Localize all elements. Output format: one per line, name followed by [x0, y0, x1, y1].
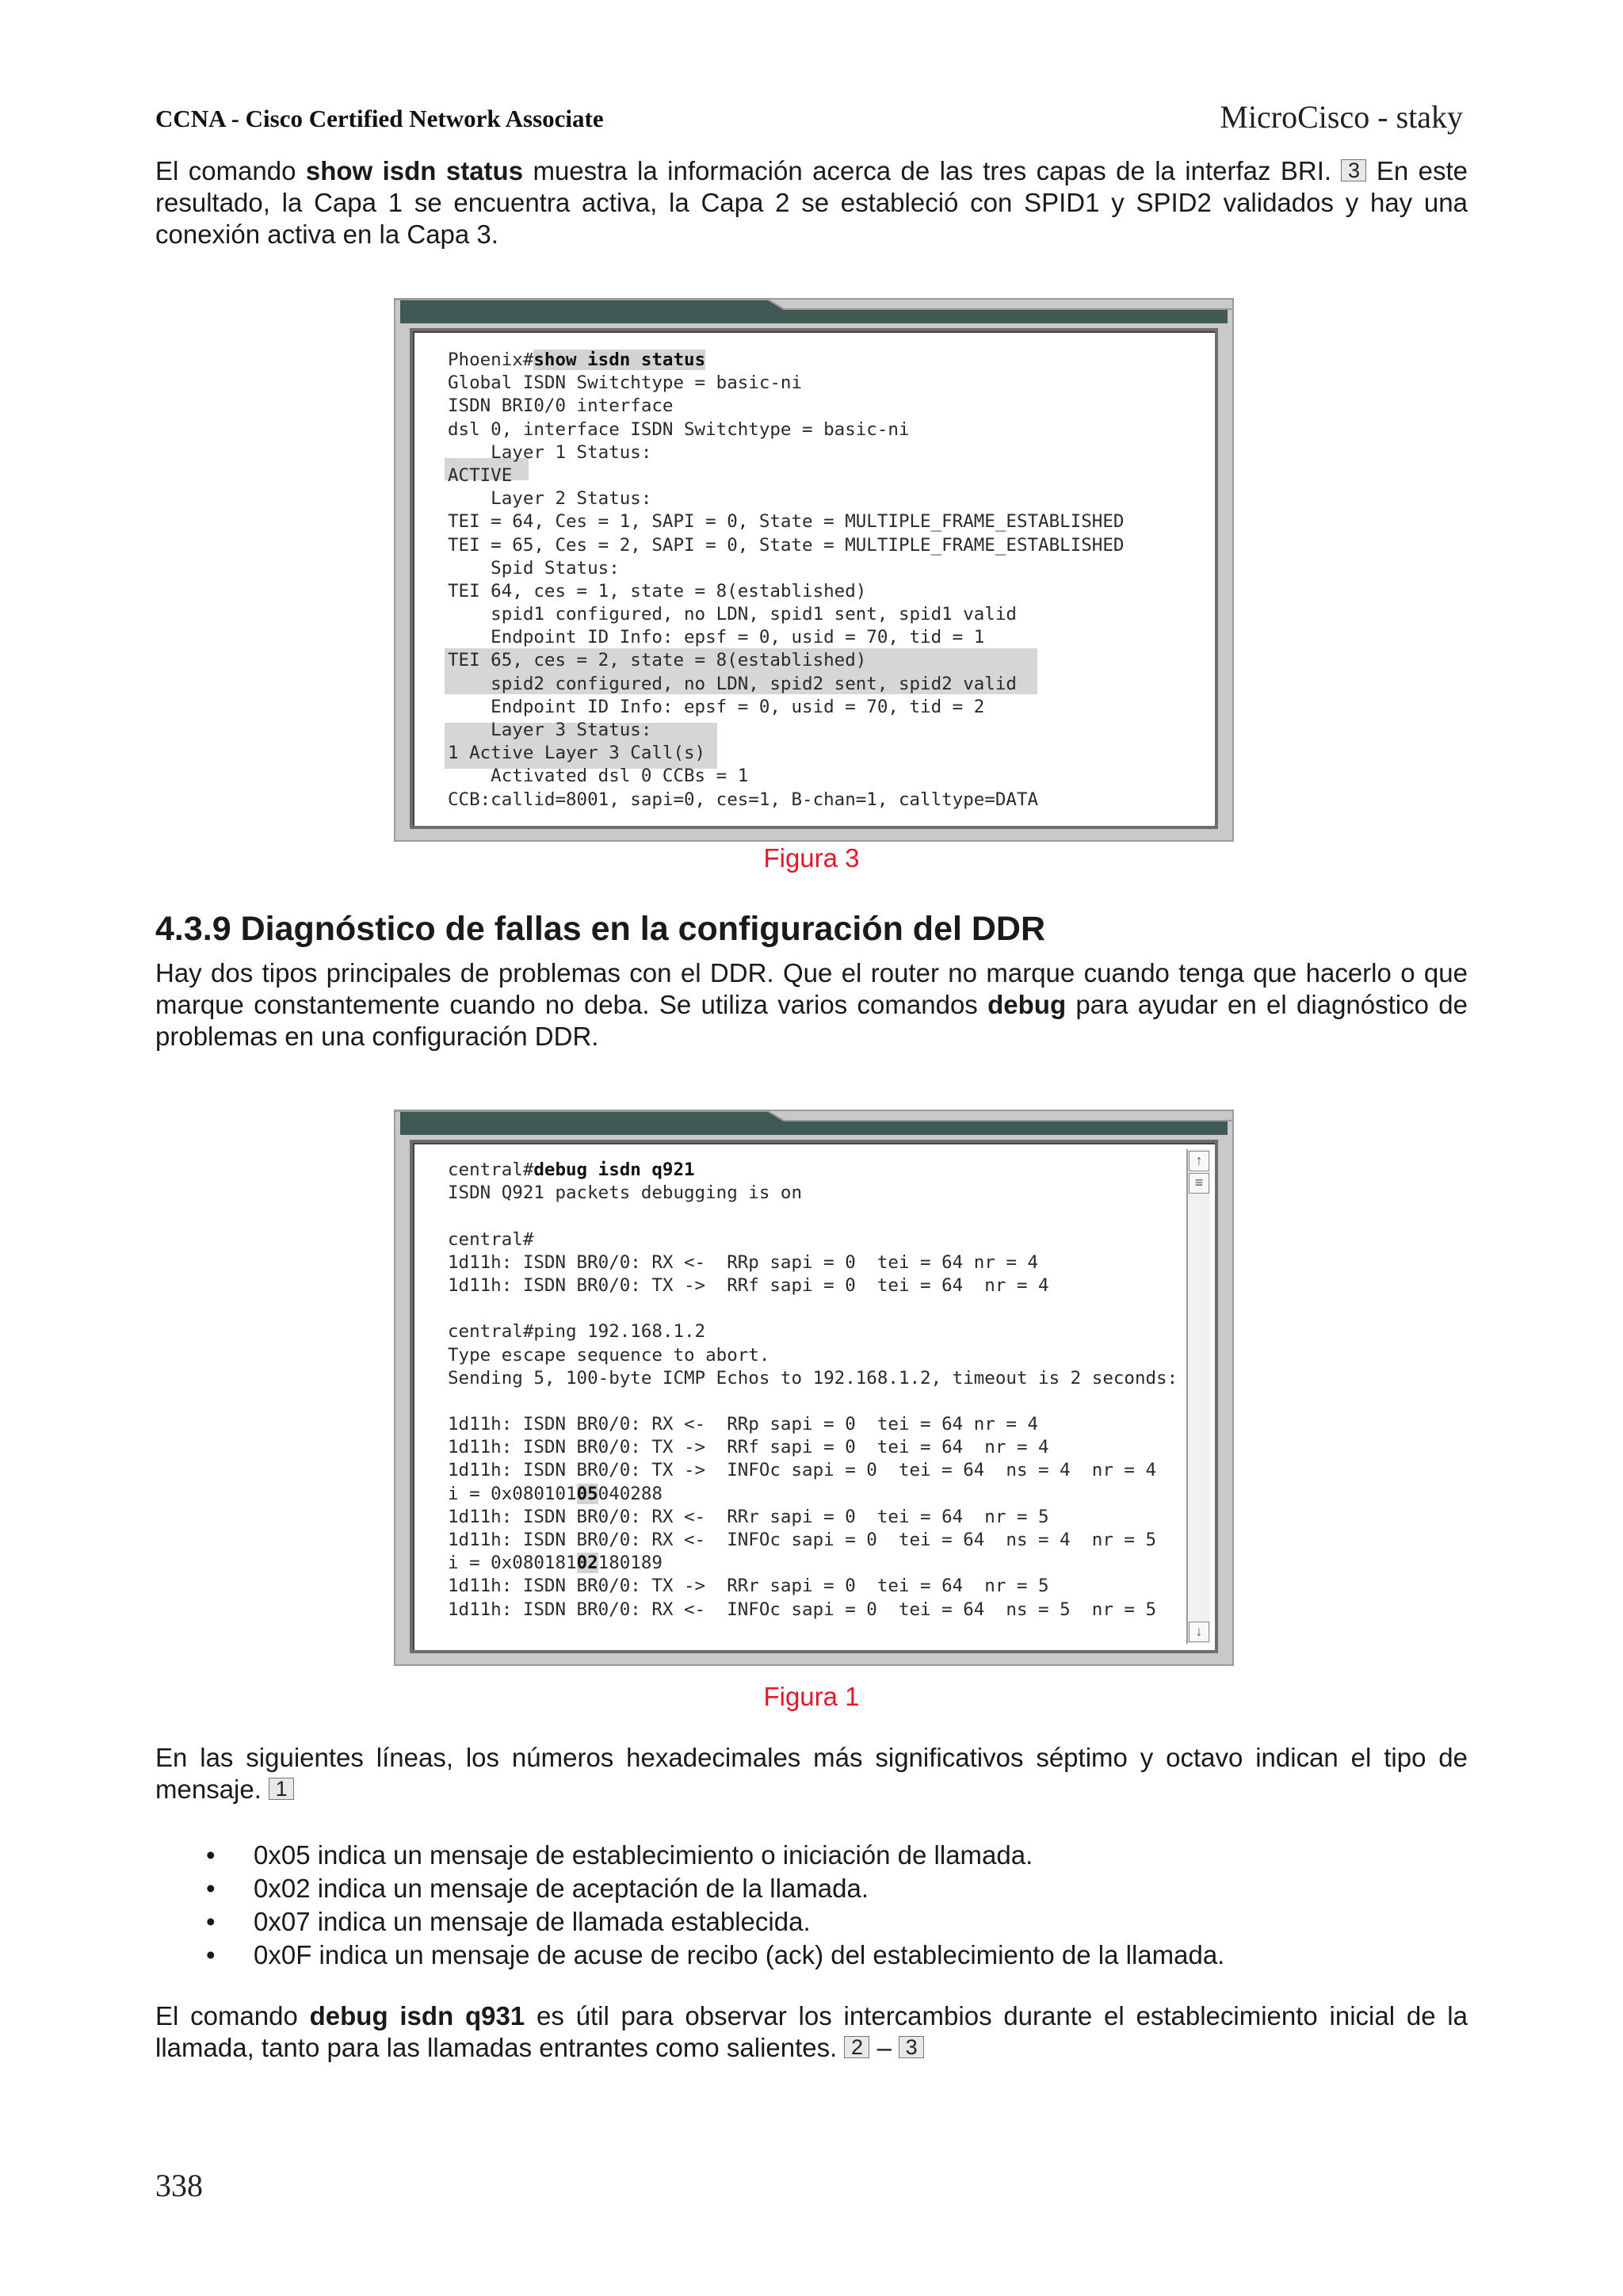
figure-ref-link[interactable]: 1 [269, 1778, 294, 1800]
section-paragraph [155, 957, 1468, 1052]
code-line: central# [448, 1228, 534, 1250]
code-line: TEI = 64, Ces = 1, SAPI = 0, State = MULTIPLE_FRAME_ESTABLISHED [448, 511, 1125, 533]
list-item: • 0x0F indica un mensaje de acuse de recibo (ack) del establecimiento de la llamada. [206, 1940, 1225, 1969]
code-line: Endpoint ID Info: epsf = 0, usid = 70, tid = 1 [448, 627, 985, 648]
code-line: Phoenix#show isdn status [448, 350, 706, 370]
ref-dash: – [876, 2033, 892, 2062]
code-line: 1d11h: ISDN BR0/0: RX <- RRr sapi = 0 tei = 64 nr = 5 [448, 1506, 1049, 1527]
figure-caption-a: Figura 3 [763, 843, 860, 873]
code-line: dsl 0, interface ISDN Switchtype = basic-ni [448, 418, 910, 440]
page-number: 338 [155, 2168, 203, 2203]
code-line: 1d11h: ISDN BR0/0: TX -> RRf sapi = 0 tei = 64 nr = 4 [448, 1437, 1049, 1458]
message-type-list [155, 1839, 1468, 1972]
code-line: spid1 configured, no LDN, spid1 sent, spid1 valid [448, 604, 1017, 625]
figure-debug-isdn-q921 [394, 1110, 1234, 1666]
code-line: TEI 65, ces = 2, state = 8(established) [448, 650, 867, 671]
code-line: 1d11h: ISDN BR0/0: TX -> RRr sapi = 0 tei = 64 nr = 5 [448, 1576, 1049, 1597]
scroll-down-arrow-icon[interactable]: ↓ [1189, 1622, 1209, 1642]
closing-command: debug isdn q931 [309, 2001, 525, 2030]
closing-text-2: es útil para observar los intercambios durante el establecimiento inicial de la llamada, tanto para las llamadas entrantes como salientes. [155, 2001, 1468, 2062]
code-line [448, 1390, 1178, 1413]
code-line: Type escape sequence to abort. [448, 1344, 770, 1366]
code-line [448, 1205, 1178, 1228]
code-line: central#debug isdn q921 [448, 1159, 695, 1180]
intro-text-2: muestra la información acerca de las tres capas de la interfaz BRI. [523, 156, 1332, 185]
code-line: ISDN BRI0/0 interface [448, 395, 674, 417]
code-line: 1d11h: ISDN BR0/0: TX -> RRf sapi = 0 tei = 64 nr = 4 [448, 1274, 1049, 1296]
scroll-up-arrow-icon[interactable]: ↑ [1189, 1151, 1209, 1171]
hex-text: En las siguientes líneas, los números hexadecimales más significativos séptimo y octavo indican el tipo de mensaje. [155, 1743, 1468, 1804]
header-right-title: MicroCisco - staky [1220, 99, 1463, 135]
code-line: CCB:callid=8001, sapi=0, ces=1, B-chan=1, calltype=DATA [448, 789, 1039, 810]
code-line: Spid Status: [448, 557, 620, 579]
figure-tab-bar [395, 1111, 1232, 1135]
intro-text: El comando [155, 156, 306, 185]
section-command: debug [987, 990, 1067, 1019]
code-line: Endpoint ID Info: epsf = 0, usid = 70, tid = 2 [448, 696, 985, 717]
figure-show-isdn-status [394, 298, 1234, 842]
code-line: ISDN Q921 packets debugging is on [448, 1182, 803, 1204]
figure-ref-link[interactable]: 3 [899, 2036, 924, 2058]
code-line: 1d11h: ISDN BR0/0: RX <- RRp sapi = 0 tei = 64 nr = 4 [448, 1414, 1039, 1435]
closing-paragraph [155, 2000, 1468, 2064]
code-line: Layer 3 Status: [448, 720, 652, 740]
code-line: 1d11h: ISDN BR0/0: RX <- INFOc sapi = 0 tei = 64 ns = 4 nr = 5 [448, 1530, 1157, 1550]
code-line: i = 0x08018102180189 [448, 1553, 663, 1574]
intro-paragraph [155, 155, 1468, 250]
terminal-output-b [410, 1140, 1218, 1653]
intro-text-3: En este resultado, la Capa 1 se encuentra activa, la Capa 2 se estableció con SPID1 y SPID2 validados y hay una conexión activa en la Capa 3. [155, 156, 1468, 249]
code-line: central#ping 192.168.1.2 [448, 1321, 706, 1343]
figure-tab-bar [395, 300, 1232, 323]
code-line: Activated dsl 0 CCBs = 1 [448, 766, 749, 787]
code-line [448, 1297, 1178, 1320]
section-text-2: para ayudar en el diagnóstico de problemas en una configuración DDR. [155, 990, 1468, 1051]
code-line: Sending 5, 100-byte ICMP Echos to 192.168.1.2, timeout is 2 seconds: [448, 1367, 1178, 1389]
figure-caption-b: Figura 1 [763, 1682, 860, 1711]
code-line: Layer 2 Status: [448, 488, 652, 510]
terminal-output-a [410, 328, 1218, 829]
code-line: 1 Active Layer 3 Call(s) [448, 743, 706, 764]
closing-text: El comando [155, 2001, 310, 2030]
list-item: • 0x05 indica un mensaje de establecimiento o iniciación de llamada. [206, 1840, 1033, 1870]
section-heading: 4.3.9 Diagnóstico de fallas en la configuración del DDR [155, 910, 1046, 948]
intro-command: show isdn status [305, 156, 524, 185]
code-line: TEI = 65, Ces = 2, SAPI = 0, State = MULTIPLE_FRAME_ESTABLISHED [448, 534, 1125, 556]
list-item: • 0x02 indica un mensaje de aceptación de la llamada. [206, 1874, 869, 1903]
code-line: 1d11h: ISDN BR0/0: RX <- RRp sapi = 0 tei = 64 nr = 4 [448, 1251, 1039, 1273]
code-line: Layer 1 Status: [448, 441, 652, 463]
header-left-title: CCNA - Cisco Certified Network Associate [155, 105, 604, 132]
terminal-scrollbar[interactable] [1186, 1149, 1210, 1644]
code-line: Global ISDN Switchtype = basic-ni [448, 372, 803, 394]
section-text: Hay dos tipos principales de problemas con el DDR. Que el router no marque cuando tenga que hacerlo o que marque constantemente cuando no deba. Se utiliza varios comandos [155, 958, 1468, 1019]
code-line: TEI 64, ces = 1, state = 8(established) [448, 580, 867, 602]
list-item: • 0x07 indica un mensaje de llamada establecida. [206, 1907, 811, 1936]
figure-ref-link[interactable]: 3 [1341, 159, 1366, 181]
code-line: ACTIVE [448, 464, 513, 486]
code-line: spid2 configured, no LDN, spid2 sent, spid2 valid [448, 673, 1017, 694]
code-block-b [448, 1159, 1178, 1622]
figure-ref-link[interactable]: 2 [844, 2036, 869, 2058]
code-block-a [448, 349, 1124, 812]
scroll-thumb[interactable]: ≡ [1189, 1173, 1209, 1194]
code-line: 1d11h: ISDN BR0/0: TX -> INFOc sapi = 0 tei = 64 ns = 4 nr = 4 [448, 1460, 1157, 1481]
hex-paragraph [155, 1742, 1468, 1805]
code-line: 1d11h: ISDN BR0/0: RX <- INFOc sapi = 0 tei = 64 ns = 5 nr = 5 [448, 1599, 1157, 1620]
code-line: i = 0x08010105040288 [448, 1483, 663, 1504]
